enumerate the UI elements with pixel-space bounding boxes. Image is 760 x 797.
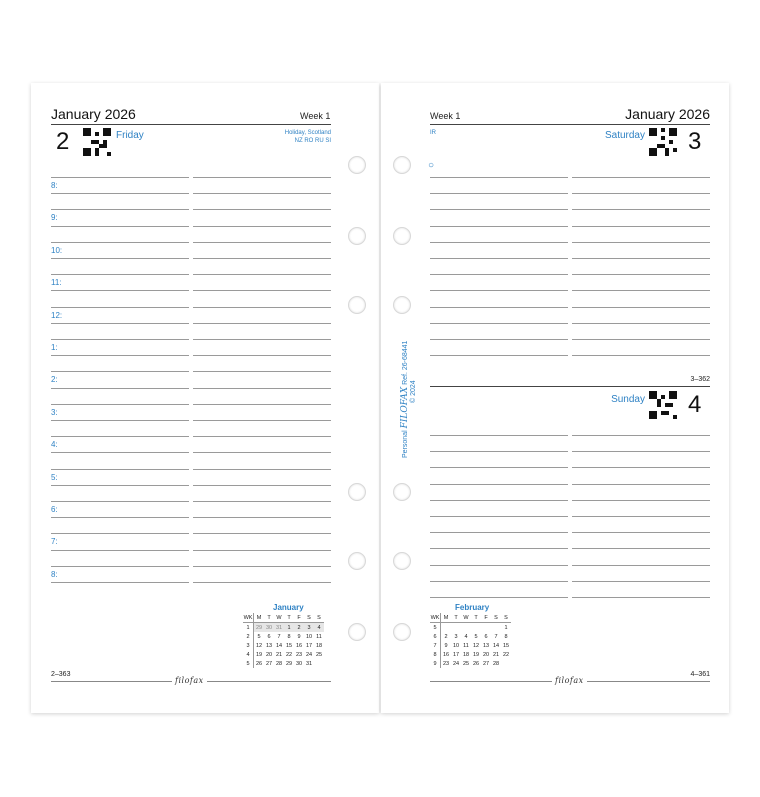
spine-text	[400, 341, 410, 458]
calendar-day-cell: 17	[452, 651, 460, 658]
writing-line	[51, 226, 189, 227]
writing-line	[193, 226, 331, 227]
calendar-day-cell: 2	[294, 623, 304, 633]
calendar-day-cell: 16	[295, 642, 303, 649]
left-day-number: 2	[56, 128, 70, 155]
calendar-day-cell: 19	[255, 651, 263, 658]
calendar-header-cell: WK	[430, 614, 440, 621]
calendar-day-cell: 13	[482, 642, 490, 649]
calendar-week-cell: 8	[430, 650, 441, 659]
calendar-day-cell: 8	[504, 633, 508, 640]
filofax-logo: filofax	[552, 676, 587, 685]
writing-line	[430, 307, 568, 308]
calendar-day-cell: 11	[316, 633, 322, 640]
calendar-day-cell: 18	[315, 642, 323, 649]
calendar-header-cell: F	[294, 613, 304, 623]
calendar-day-cell: 18	[462, 651, 470, 658]
calendar-day-cell: 9	[297, 633, 301, 640]
calendar-day-cell: 26	[255, 660, 263, 667]
ring-hole	[348, 156, 366, 174]
writing-line	[430, 355, 568, 356]
saturday-page-ref: 3–362	[690, 376, 710, 383]
writing-line	[51, 388, 189, 389]
writing-line	[430, 177, 568, 178]
hour-label: 3:	[51, 407, 58, 417]
writing-line	[430, 323, 568, 324]
calendar-day-cell	[481, 623, 491, 633]
calendar-day-cell: 30	[295, 660, 303, 667]
calendar-day-cell: 24	[452, 660, 460, 667]
writing-line	[430, 339, 568, 340]
calendar-header-cell: M	[441, 613, 452, 623]
calendar-day-cell: 15	[502, 642, 510, 649]
ring-hole	[393, 296, 411, 314]
writing-line	[572, 323, 710, 324]
writing-line	[430, 597, 568, 598]
ring-hole	[393, 156, 411, 174]
hour-label: 11:	[51, 278, 62, 288]
calendar-day-cell: 17	[305, 642, 313, 649]
hour-label: 5:	[51, 472, 58, 482]
writing-line	[51, 323, 189, 324]
calendar-day-cell	[441, 623, 452, 633]
writing-line	[51, 485, 189, 486]
writing-line	[51, 533, 189, 534]
calendar-day-cell: 29	[285, 660, 293, 667]
calendar-week-cell: 1	[243, 623, 254, 633]
calendar-day-cell: 2	[444, 633, 448, 640]
writing-line	[51, 209, 189, 210]
calendar-day-cell	[471, 623, 481, 633]
hour-label: 1:	[51, 343, 58, 352]
calendar-day-cell: 23	[295, 651, 303, 658]
writing-line	[193, 371, 331, 372]
writing-line	[430, 581, 568, 582]
writing-line	[51, 501, 189, 502]
calendar-day-cell: 4	[464, 633, 468, 640]
writing-line	[193, 566, 331, 567]
writing-line	[430, 209, 568, 210]
writing-line	[193, 209, 331, 210]
calendar-day-cell: 3	[304, 623, 314, 633]
writing-line	[572, 565, 710, 566]
writing-line	[193, 436, 331, 437]
writing-line	[430, 484, 568, 485]
hour-label: 2:	[51, 375, 58, 385]
writing-line	[572, 435, 710, 436]
writing-line	[193, 485, 331, 486]
calendar-header-cell: S	[491, 613, 501, 623]
calendar-day-cell: 13	[265, 642, 273, 649]
hour-label: 7:	[51, 537, 58, 547]
writing-line	[193, 420, 331, 421]
calendar-day-cell: 31	[275, 624, 283, 631]
writing-line	[430, 290, 568, 291]
writing-line	[572, 177, 710, 178]
writing-line	[430, 258, 568, 259]
hour-label: 12:	[51, 310, 63, 320]
writing-line	[51, 550, 189, 551]
calendar-week-cell: 5	[243, 659, 254, 668]
left-week-label: Week 1	[300, 111, 331, 121]
writing-line	[572, 597, 710, 598]
hour-label: 6:	[51, 505, 58, 514]
writing-line	[51, 517, 189, 518]
calendar-day-cell: 8	[287, 633, 291, 640]
writing-line	[51, 355, 189, 356]
ring-hole	[348, 483, 366, 501]
writing-line	[51, 404, 189, 405]
calendar-header-cell: T	[471, 613, 481, 623]
writing-line	[51, 177, 189, 178]
calendar-day-cell: 16	[442, 651, 450, 658]
qr-code-icon	[649, 128, 677, 156]
hour-label: 8:	[51, 181, 58, 190]
calendar-header-cell: WK	[243, 614, 253, 621]
writing-line	[572, 242, 710, 243]
calendar-header-cell: W	[461, 613, 471, 623]
calendar-day-cell: 9	[444, 642, 448, 649]
writing-line	[430, 532, 568, 533]
calendar-day-cell: 21	[492, 651, 500, 658]
writing-line	[193, 517, 331, 518]
calendar-day-cell: 4	[314, 623, 324, 633]
calendar-header-cell: F	[481, 613, 491, 623]
calendar-day-cell: 27	[265, 660, 273, 667]
writing-line	[572, 581, 710, 582]
calendar-day-cell: 23	[442, 660, 450, 667]
writing-line	[193, 339, 331, 340]
writing-line	[572, 532, 710, 533]
calendar-day-cell: 22	[502, 651, 510, 658]
calendar-day-cell: 24	[305, 651, 313, 658]
writing-line	[193, 242, 331, 243]
calendar-day-cell: 25	[315, 651, 323, 658]
calendar-day-cell: 31	[305, 660, 313, 667]
hour-label: 9:	[51, 213, 58, 223]
writing-line	[572, 355, 710, 356]
hour-label: 4:	[51, 440, 58, 450]
writing-line	[572, 307, 710, 308]
holiday-label: Holiday, Scotland	[284, 130, 331, 136]
sunday-day-name: Sunday	[611, 394, 645, 405]
calendar-day-cell: 12	[255, 642, 263, 649]
writing-line	[430, 193, 568, 194]
sunday-day-number: 4	[688, 391, 702, 418]
writing-line	[51, 290, 189, 291]
calendar-header-cell: S	[304, 613, 314, 623]
writing-line	[193, 274, 331, 275]
writing-line	[193, 307, 331, 308]
calendar-day-cell: 1	[504, 624, 508, 631]
calendar-day-cell: 14	[492, 642, 500, 649]
writing-line	[430, 451, 568, 452]
calendar-week-cell: 5	[430, 623, 441, 633]
hour-label: 8:	[51, 569, 58, 579]
writing-line	[572, 516, 710, 517]
writing-line	[193, 388, 331, 389]
mini-calendar-february	[430, 613, 511, 668]
writing-line	[430, 274, 568, 275]
writing-line	[572, 258, 710, 259]
writing-line	[193, 469, 331, 470]
left-header-rule	[51, 124, 331, 125]
writing-line	[51, 307, 189, 308]
moon-phase-icon: ○	[428, 160, 435, 171]
ring-hole	[348, 623, 366, 641]
writing-line	[430, 242, 568, 243]
calendar-day-cell: 29	[254, 623, 265, 633]
writing-line	[572, 209, 710, 210]
writing-line	[193, 193, 331, 194]
calendar-header-cell: T	[264, 613, 274, 623]
writing-line	[572, 226, 710, 227]
calendar-header-cell: T	[284, 613, 294, 623]
left-day-name: Friday	[116, 130, 144, 141]
calendar-day-cell: 14	[275, 642, 283, 649]
writing-line	[51, 469, 189, 470]
writing-line	[430, 548, 568, 549]
calendar-day-cell: 7	[277, 633, 281, 640]
ring-hole	[393, 483, 411, 501]
writing-line	[193, 404, 331, 405]
calendar-day-cell: 30	[265, 624, 273, 631]
writing-line	[572, 290, 710, 291]
calendar-day-cell	[451, 623, 461, 633]
ring-hole	[348, 227, 366, 245]
writing-line	[193, 290, 331, 291]
calendar-day-cell: 15	[285, 642, 293, 649]
qr-code-icon	[83, 128, 111, 156]
calendar-header-cell: S	[314, 613, 324, 623]
writing-line	[51, 452, 189, 453]
right-week-label: Week 1	[430, 111, 461, 121]
ring-hole	[393, 623, 411, 641]
right-header-rule	[430, 124, 710, 125]
holiday-countries: NZ RO RU SI	[294, 138, 331, 144]
writing-line	[572, 451, 710, 452]
left-month-title: January 2026	[51, 106, 136, 122]
calendar-day-cell: 26	[472, 660, 480, 667]
calendar-day-cell	[501, 659, 511, 668]
calendar-day-cell: 3	[454, 633, 458, 640]
calendar-header-cell: S	[501, 613, 511, 623]
writing-line	[430, 467, 568, 468]
ring-hole	[348, 296, 366, 314]
spine-size: Personal	[402, 430, 409, 458]
ring-hole	[348, 552, 366, 570]
spine-brand: FILOFAX	[400, 386, 410, 429]
sunday-page-ref: 4–361	[690, 671, 710, 678]
writing-line	[193, 355, 331, 356]
calendar-day-cell: 12	[472, 642, 480, 649]
writing-line	[193, 323, 331, 324]
writing-line	[193, 452, 331, 453]
calendar-week-cell: 6	[430, 632, 441, 641]
writing-line	[193, 177, 331, 178]
mini-calendar-title: January	[273, 603, 304, 612]
writing-line	[51, 274, 189, 275]
writing-line	[193, 533, 331, 534]
writing-line	[51, 420, 189, 421]
writing-line	[51, 371, 189, 372]
qr-code-icon	[649, 391, 677, 419]
writing-line	[51, 339, 189, 340]
writing-line	[51, 436, 189, 437]
writing-line	[572, 548, 710, 549]
writing-line	[51, 193, 189, 194]
calendar-day-cell	[314, 659, 324, 668]
country-code: IR	[430, 130, 436, 136]
writing-line	[430, 435, 568, 436]
mini-calendar-title: February	[455, 603, 490, 612]
writing-line	[51, 566, 189, 567]
mini-calendar-january	[243, 613, 324, 668]
calendar-day-cell	[491, 623, 501, 633]
ring-hole	[393, 552, 411, 570]
calendar-week-cell: 2	[243, 632, 254, 641]
calendar-week-cell: 3	[243, 641, 254, 650]
writing-line	[572, 500, 710, 501]
writing-line	[430, 226, 568, 227]
writing-line	[430, 565, 568, 566]
day-divider-rule	[430, 386, 710, 387]
writing-line	[572, 339, 710, 340]
calendar-day-cell: 28	[492, 660, 500, 667]
writing-line	[572, 484, 710, 485]
writing-line	[51, 258, 189, 259]
calendar-day-cell: 1	[284, 623, 294, 633]
filofax-logo: filofax	[172, 676, 207, 685]
ring-hole	[393, 227, 411, 245]
writing-line	[193, 550, 331, 551]
saturday-day-name: Saturday	[604, 130, 645, 141]
calendar-day-cell: 28	[275, 660, 283, 667]
writing-line	[51, 242, 189, 243]
writing-line	[430, 500, 568, 501]
calendar-header-cell: T	[451, 613, 461, 623]
left-page-ref: 2–363	[51, 671, 71, 678]
calendar-day-cell: 6	[484, 633, 488, 640]
calendar-day-cell: 20	[482, 651, 490, 658]
writing-line	[51, 582, 189, 583]
calendar-day-cell: 25	[462, 660, 470, 667]
writing-line	[193, 501, 331, 502]
calendar-header-cell: W	[274, 613, 284, 623]
calendar-day-cell: 5	[257, 633, 261, 640]
writing-line	[430, 516, 568, 517]
writing-line	[572, 467, 710, 468]
calendar-day-cell: 19	[472, 651, 480, 658]
writing-line	[193, 582, 331, 583]
spine-ref: Ref. 26-68441	[402, 340, 409, 385]
calendar-day-cell	[461, 623, 471, 633]
calendar-day-cell: 7	[494, 633, 498, 640]
calendar-day-cell: 22	[285, 651, 293, 658]
calendar-day-cell: 21	[275, 651, 283, 658]
calendar-day-cell: 10	[305, 633, 313, 640]
calendar-week-cell: 9	[430, 659, 441, 668]
spine-copyright: © 2024	[410, 380, 417, 403]
writing-line	[572, 274, 710, 275]
writing-line	[572, 193, 710, 194]
writing-line	[193, 258, 331, 259]
calendar-header-cell: M	[254, 613, 265, 623]
calendar-day-cell: 10	[452, 642, 460, 649]
calendar-week-cell: 4	[243, 650, 254, 659]
calendar-day-cell: 27	[482, 660, 490, 667]
calendar-week-cell: 7	[430, 641, 441, 650]
calendar-day-cell: 20	[265, 651, 273, 658]
calendar-day-cell: 11	[463, 642, 469, 649]
calendar-day-cell: 6	[267, 633, 271, 640]
hour-label: 10:	[51, 245, 63, 255]
calendar-day-cell: 5	[474, 633, 478, 640]
saturday-day-number: 3	[688, 128, 702, 155]
right-month-title: January 2026	[625, 106, 710, 122]
